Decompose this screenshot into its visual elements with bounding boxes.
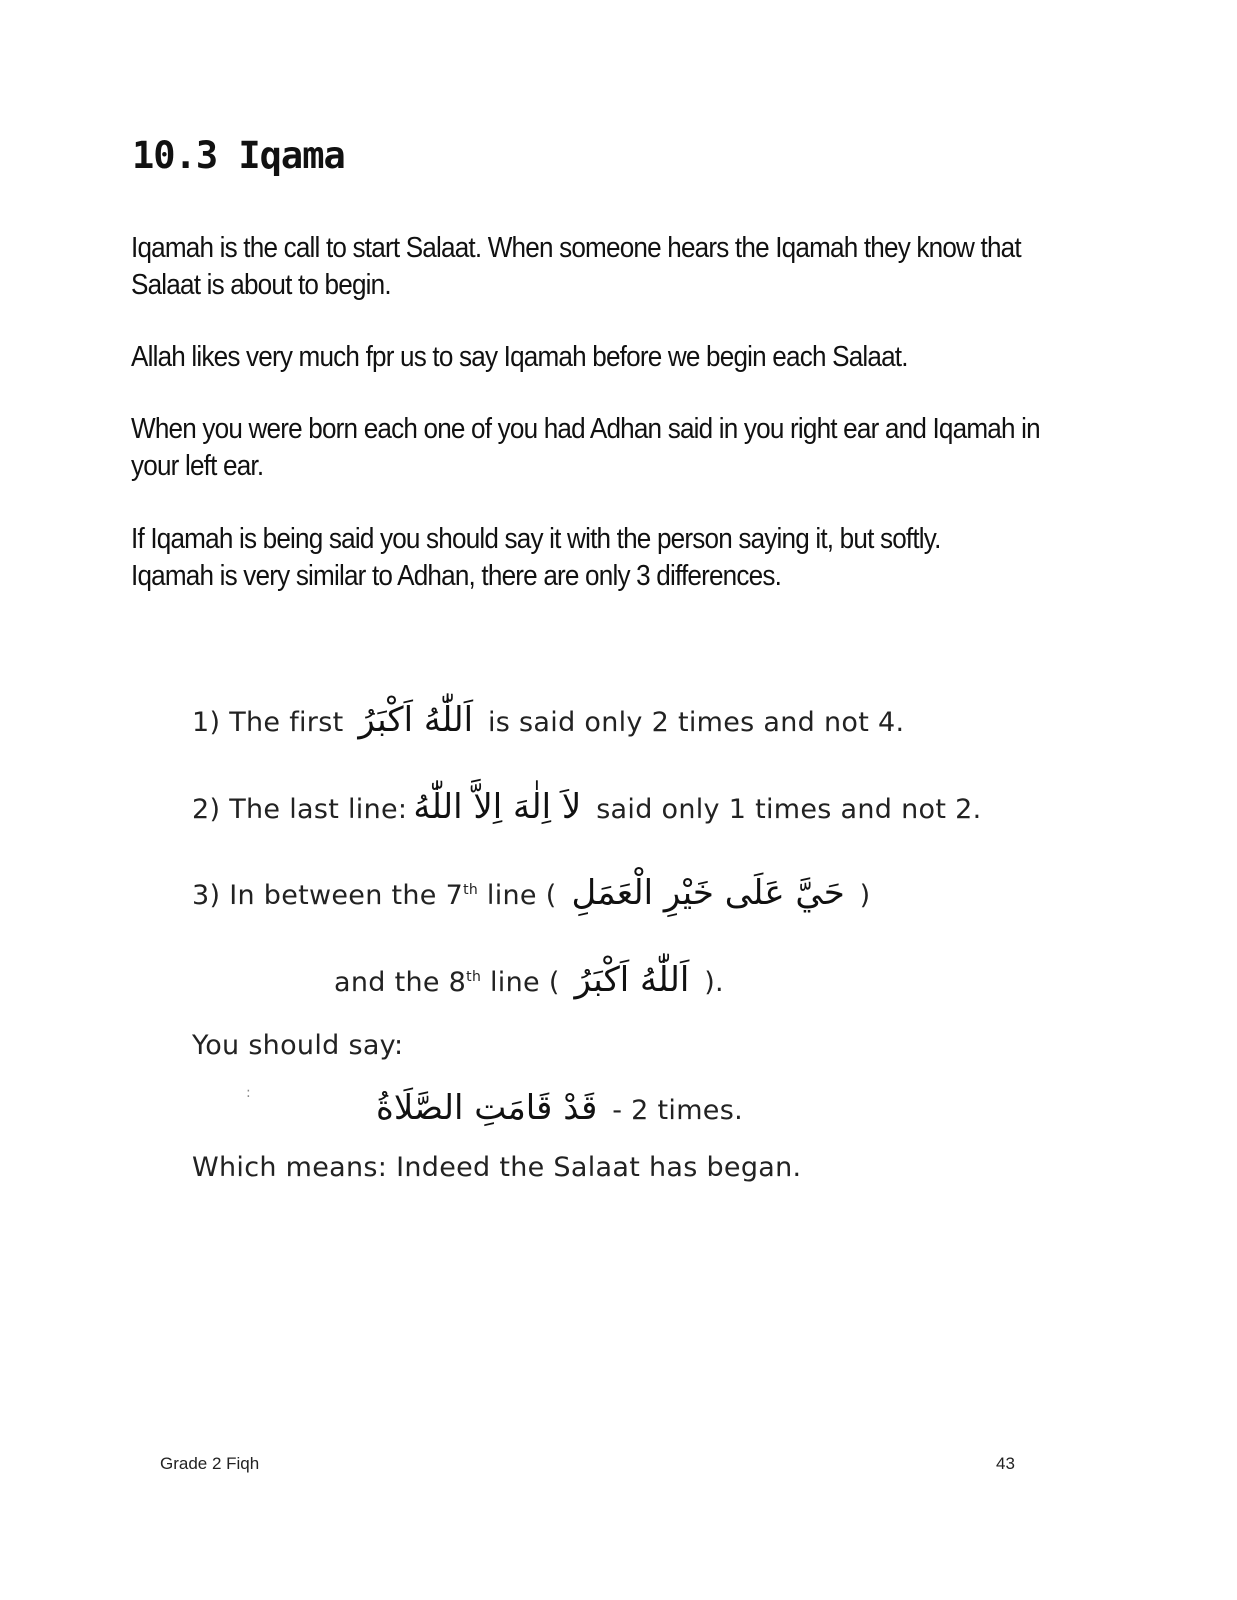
say-phrase — [370, 1088, 743, 1128]
you-should-say-label: You should say: — [192, 1030, 404, 1061]
difference-2-text-after: said only 1 times and not 2. — [596, 794, 982, 825]
difference-1 — [192, 700, 904, 740]
difference-3b-close: ). — [704, 967, 724, 998]
paragraph-line: When you were born each one of you had Adhan said in you right ear and Iqamah in — [131, 413, 1040, 445]
meaning-text: Indeed the Salaat has began. — [396, 1152, 802, 1183]
difference-1-arabic: اَللّٰهُ اَكْبَرُ — [358, 700, 474, 740]
meaning-label: Which means: — [192, 1152, 388, 1183]
difference-2-arabic: لاَ اِلٰهَ اِلاَّ اللّٰهُ — [413, 787, 582, 827]
difference-3-ordinal: th — [463, 882, 479, 898]
difference-3-arabic: حَيَّ عَلَى خَيْرِ الْعَمَلِ — [571, 873, 845, 913]
paragraph-line: your left ear. — [131, 450, 264, 482]
difference-1-text-before: 1) The first — [192, 707, 344, 738]
difference-3 — [192, 873, 871, 913]
paragraph-line: Salaat is about to begin. — [131, 269, 391, 301]
page-title: 10.3 Iqama — [132, 134, 345, 177]
difference-3b-line-open: line ( — [481, 967, 560, 998]
difference-3b-text-before: and the 8 — [334, 967, 467, 998]
difference-2-text-before: 2) The last line: — [192, 794, 408, 825]
difference-3-text-before: 3) In between the 7 — [192, 880, 464, 911]
faint-mark: : — [246, 1085, 251, 1101]
paragraph-line: If Iqamah is being said you should say it with the person saying it, but softly. — [131, 523, 941, 555]
say-phrase-suffix: - 2 times. — [612, 1095, 743, 1126]
paragraph-softly — [131, 521, 1022, 595]
difference-3-continued — [334, 960, 724, 1000]
difference-3b-arabic: اَللّٰهُ اَكْبَرُ — [574, 960, 690, 1000]
paragraph-intro — [131, 230, 1022, 304]
meaning — [192, 1152, 801, 1183]
paragraph-allah-likes — [131, 339, 1022, 376]
paragraph-line: Allah likes very much fpr us to say Iqamah before we begin each Salaat. — [131, 341, 908, 373]
difference-3-line-open: line ( — [478, 880, 557, 911]
paragraph-line: Iqamah is very similar to Adhan, there are only 3 differences. — [131, 560, 782, 592]
paragraph-born — [131, 411, 1040, 485]
difference-3b-ordinal: th — [466, 969, 482, 985]
difference-1-text-after: is said only 2 times and not 4. — [488, 707, 905, 738]
footer-page-number: 43 — [996, 1454, 1015, 1473]
difference-3-close: ) — [859, 880, 871, 911]
paragraph-line: Iqamah is the call to start Salaat. When someone hears the Iqamah they know that — [131, 232, 1021, 264]
difference-2 — [192, 787, 981, 827]
say-phrase-arabic: قَدْ قَامَتِ الصَّلَاةُ — [376, 1088, 598, 1128]
footer-book-title: Grade 2 Fiqh — [160, 1454, 260, 1473]
